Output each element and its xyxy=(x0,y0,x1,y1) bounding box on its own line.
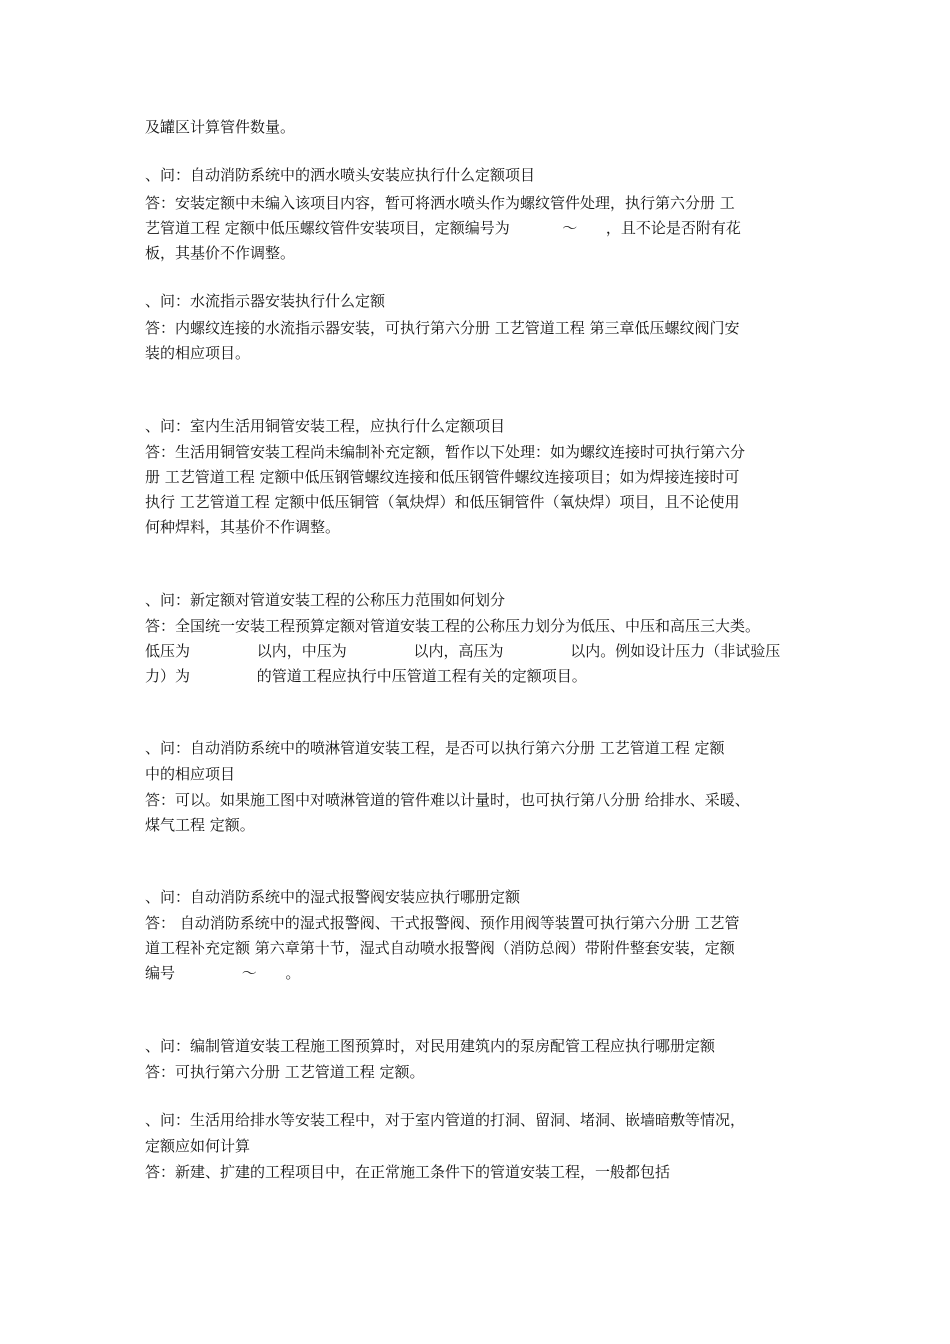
question-wet-alarm-valve: 、问：自动消防系统中的湿式报警阀安装应执行哪册定额 xyxy=(145,888,521,906)
question-water-flow-indicator: 、问：水流指示器安装执行什么定额 xyxy=(145,292,386,310)
question-copper-pipe: 、问：室内生活用铜管安装工程，应执行什么定额项目 xyxy=(145,417,506,435)
question-indoor-pipe-holes: 、问：生活用给排水等安装工程中，对于室内管道的打洞、留洞、堵洞、嵌墙暗敷等情况， xyxy=(145,1111,746,1129)
question-pump-room: 、问：编制管道安装工程施工图预算时，对民用建筑内的泵房配管工程应执行哪册定额 xyxy=(145,1037,716,1055)
answer-line: 力）为 的管道工程应执行中压管道工程有关的定额项目。 xyxy=(145,667,587,685)
answer-line: 答：可以。如果施工图中对喷淋管道的管件难以计量时，也可执行第八分册 给排水、采暖、 xyxy=(145,791,750,809)
answer-line: 何种焊料，其基价不作调整。 xyxy=(145,518,341,536)
answer-line: 道工程补充定额 第六章第十节，湿式自动喷水报警阀（消防总阀）带附件整套安装，定额 xyxy=(145,939,735,957)
answer-line: 煤气工程 定额。 xyxy=(145,816,255,834)
answer-line: 答：可执行第六分册 工艺管道工程 定额。 xyxy=(145,1063,425,1081)
answer-line: 册 工艺管道工程 定额中低压钢管螺纹连接和低压钢管件螺纹连接项目；如为焊接连接时可 xyxy=(145,468,740,486)
answer-line: 艺管道工程 定额中低压螺纹管件安装项目，定额编号为 ～ ，且不论是否附有花 xyxy=(145,219,741,237)
answer-line: 执行 工艺管道工程 定额中低压铜管（氧炔焊）和低压铜管件（氧炔焊）项目，且不论使用 xyxy=(145,493,740,511)
answer-line: 低压为 以内，中压为 以内，高压为 以内。例如设计压力（非试验压 xyxy=(145,642,781,660)
question-pressure-range: 、问：新定额对管道安装工程的公称压力范围如何划分 xyxy=(145,591,506,609)
intro-text: 及罐区计算管件数量。 xyxy=(145,118,296,136)
answer-line: 答：生活用铜管安装工程尚未编制补充定额，暂作以下处理：如为螺纹连接时可执行第六分 xyxy=(145,443,746,461)
answer-line: 编号 ～ 。 xyxy=(145,964,301,982)
answer-line: 板，其基价不作调整。 xyxy=(145,244,296,262)
question-continuation: 定额应如何计算 xyxy=(145,1137,251,1155)
question-sprinkler-head: 、问：自动消防系统中的洒水喷头安装应执行什么定额项目 xyxy=(145,166,536,184)
answer-line: 答：全国统一安装工程预算定额对管道安装工程的公称压力划分为低压、中压和高压三大类。 xyxy=(145,617,761,635)
answer-line: 答：安装定额中未编入该项目内容，暂可将洒水喷头作为螺纹管件处理，执行第六分册 工 xyxy=(145,194,735,212)
answer-line: 答：内螺纹连接的水流指示器安装，可执行第六分册 工艺管道工程 第三章低压螺纹阀门安 xyxy=(145,319,740,337)
question-sprinkler-pipe: 、问：自动消防系统中的喷淋管道安装工程，是否可以执行第六分册 工艺管道工程 定额 xyxy=(145,739,725,757)
question-continuation: 中的相应项目 xyxy=(145,765,236,783)
answer-line: 答： 自动消防系统中的湿式报警阀、干式报警阀、预作用阀等装置可执行第六分册 工艺管 xyxy=(145,914,740,932)
answer-line: 装的相应项目。 xyxy=(145,344,251,362)
answer-line: 答：新建、扩建的工程项目中，在正常施工条件下的管道安装工程，一般都包括 xyxy=(145,1163,671,1181)
